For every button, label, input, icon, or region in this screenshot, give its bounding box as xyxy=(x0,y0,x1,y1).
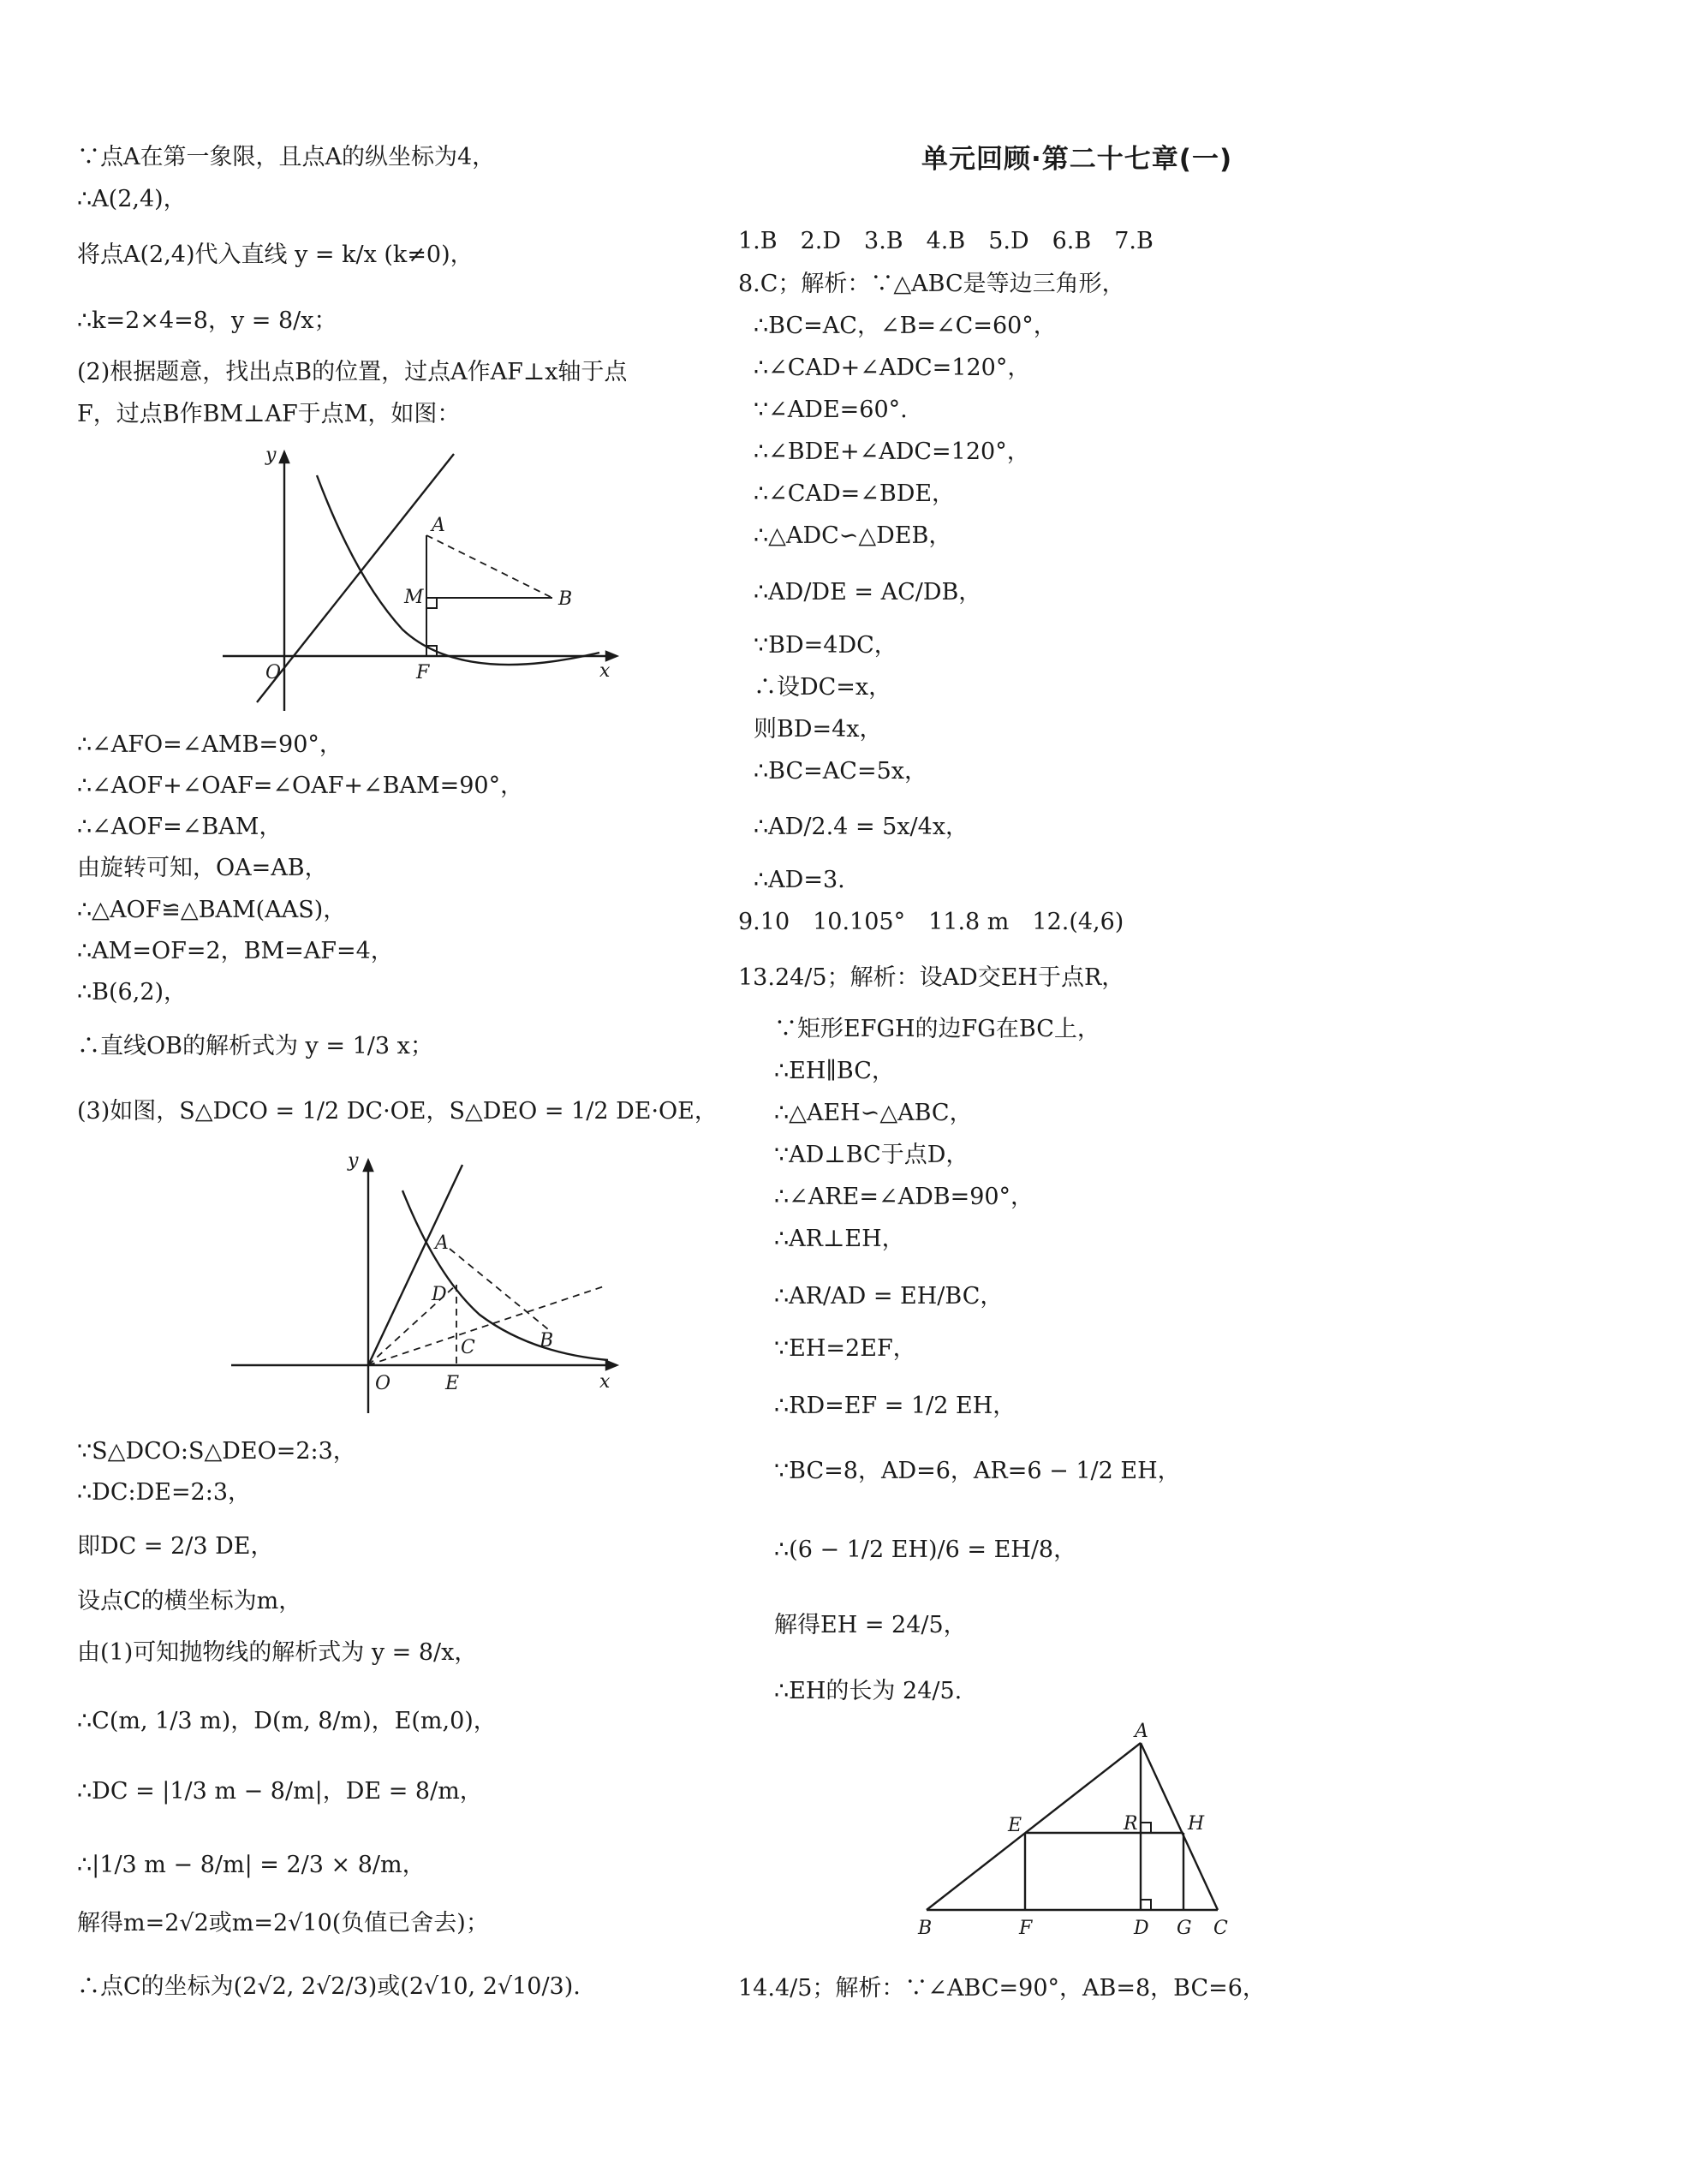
fig1-label-o: O xyxy=(265,662,282,683)
text-line: ∴B(6,2)， xyxy=(77,979,188,1005)
text-line: ∵BC=8，AD=6，AR=6 − 1/2 EH， xyxy=(774,1458,1181,1484)
text-line: ∴C(m, 1/3 m)，D(m, 8/m)，E(m,0)， xyxy=(77,1708,497,1734)
text-line: (3)如图，S△DCO = 1/2 DC·OE，S△DEO = 1/2 DE·OE， xyxy=(77,1098,718,1125)
fig2-label-e: E xyxy=(445,1373,460,1394)
text-line: 9.10 10.105° 11.8 m 12.(4,6) xyxy=(738,909,1124,935)
text-line: ∴AD/DE = AC/DB， xyxy=(754,579,982,606)
fig3-label-e: E xyxy=(1008,1815,1022,1836)
text-line: ∴EH∥BC， xyxy=(774,1058,895,1084)
fig2-label-x: x xyxy=(599,1371,611,1393)
text-line: ∴∠AFO=∠AMB=90°， xyxy=(77,731,343,758)
text-line: 8.C；解析：∵△ABC是等边三角形， xyxy=(738,271,1125,297)
text-line: ∴∠BDE+∠ADC=120°， xyxy=(754,439,1030,465)
fig2-label-a: A xyxy=(435,1232,449,1254)
text-line: ∴k=2×4=8，y = 8/x； xyxy=(77,307,337,334)
text-line: 1.B 2.D 3.B 4.B 5.D 6.B 7.B xyxy=(738,228,1154,254)
fig3-label-h: H xyxy=(1188,1813,1205,1835)
text-line: ∴BC=AC，∠B=∠C=60°， xyxy=(754,313,1057,339)
fig3-label-d: D xyxy=(1134,1918,1149,1939)
text-line: 即DC = 2/3 DE， xyxy=(77,1533,274,1560)
text-line: 则BD=4x， xyxy=(754,716,883,743)
text-line: ∴设DC=x， xyxy=(754,674,892,701)
section-title: 单元回顾·第二十七章(一) xyxy=(921,144,1233,175)
text-line: 设点C的横坐标为m， xyxy=(77,1588,302,1614)
text-line: ∴∠CAD+∠ADC=120°， xyxy=(754,355,1031,381)
text-line: 解得m=2√2或m=2√10(负值已舍去)； xyxy=(77,1910,489,1936)
text-line: ∴△ADC∽△DEB， xyxy=(754,522,952,549)
figure-coordinate-1 xyxy=(223,437,625,719)
text-line: ∴∠AOF=∠BAM， xyxy=(77,814,283,840)
text-line: ∵AD⊥BC于点D， xyxy=(774,1142,969,1168)
fig2-label-b: B xyxy=(539,1330,554,1352)
text-line: ∴△AEH∽△ABC， xyxy=(774,1100,973,1126)
figure-triangle-rectangle xyxy=(909,1722,1389,1953)
fig3-label-c: C xyxy=(1213,1918,1228,1939)
text-line: ∴EH的长为 24/5. xyxy=(774,1678,963,1704)
text-line: ∴DC = |1/3 m − 8/m|，DE = 8/m， xyxy=(77,1778,483,1805)
text-line: ∴(6 − 1/2 EH)/6 = EH/8， xyxy=(774,1537,1077,1563)
fig3-label-b: B xyxy=(918,1918,933,1939)
text-line: ∵点A在第一象限，且点A的纵坐标为4， xyxy=(77,144,496,170)
text-line: ∴RD=EF = 1/2 EH， xyxy=(774,1393,1016,1419)
text-line: 解得EH = 24/5， xyxy=(774,1612,967,1638)
fig1-label-a: A xyxy=(432,515,445,536)
text-line: ∵∠ADE=60°. xyxy=(754,397,908,423)
text-line: ∴直线OB的解析式为 y = 1/3 x； xyxy=(77,1033,433,1059)
fig3-label-g: G xyxy=(1177,1918,1192,1939)
text-line: 13.24/5；解析：设AD交EH于点R， xyxy=(738,964,1125,991)
text-line: 由(1)可知抛物线的解析式为 y = 8/x， xyxy=(77,1639,478,1666)
text-line: ∴∠CAD=∠BDE， xyxy=(754,480,956,507)
fig1-label-x: x xyxy=(599,660,611,682)
text-line: ∴AR⊥EH， xyxy=(774,1226,905,1252)
text-line: ∴点C的坐标为(2√2, 2√2/3)或(2√10, 2√10/3). xyxy=(77,1973,581,2000)
text-line: ∴AR/AD = EH/BC， xyxy=(774,1283,1004,1310)
text-line: ∴AD/2.4 = 5x/4x， xyxy=(754,814,969,840)
text-line: (2)根据题意，找出点B的位置，过点A作AF⊥x轴于点 xyxy=(77,359,628,385)
fig1-label-f: F xyxy=(416,662,430,683)
fig1-label-b: B xyxy=(558,588,573,610)
text-line: ∵EH=2EF， xyxy=(774,1335,916,1362)
fig1-label-m: M xyxy=(404,587,424,608)
fig3-label-f: F xyxy=(1019,1918,1033,1939)
fig2-label-c: C xyxy=(461,1337,475,1358)
text-line: 14.4/5；解析：∵∠ABC=90°，AB=8，BC=6， xyxy=(738,1975,1266,2002)
text-line: ∴∠AOF+∠OAF=∠OAF+∠BAM=90°， xyxy=(77,773,524,799)
fig2-label-d: D xyxy=(432,1284,447,1305)
text-line: 由旋转可知，OA=AB， xyxy=(77,855,328,881)
text-line: ∴AM=OF=2，BM=AF=4， xyxy=(77,938,394,964)
fig3-label-a: A xyxy=(1135,1722,1148,1742)
text-line: ∴AD=3. xyxy=(754,867,845,893)
text-line: ∴△AOF≌△BAM(AAS)， xyxy=(77,897,347,923)
text-line: ∴|1/3 m − 8/m| = 2/3 × 8/m， xyxy=(77,1852,426,1878)
fig2-label-o: O xyxy=(375,1373,391,1394)
fig3-label-r: R xyxy=(1124,1813,1138,1835)
fig2-label-y: y xyxy=(348,1150,359,1172)
text-line: ∵S△DCO:S△DEO=2:3， xyxy=(77,1438,356,1465)
text-line: ∴BC=AC=5x， xyxy=(754,758,927,785)
text-line: F，过点B作BM⊥AF于点M，如图： xyxy=(77,401,461,427)
text-line: ∴∠ARE=∠ADB=90°， xyxy=(774,1184,1034,1210)
text-line: ∴A(2,4)， xyxy=(77,186,187,212)
text-line: 将点A(2,4)代入直线 y = k/x (k≠0)， xyxy=(77,242,474,268)
text-line: ∵BD=4DC， xyxy=(754,632,897,659)
text-line: ∴DC:DE=2:3， xyxy=(77,1479,252,1506)
fig1-label-y: y xyxy=(265,445,277,466)
text-line: ∵矩形EFGH的边FG在BC上， xyxy=(774,1016,1100,1042)
figure-coordinate-2 xyxy=(231,1148,625,1422)
